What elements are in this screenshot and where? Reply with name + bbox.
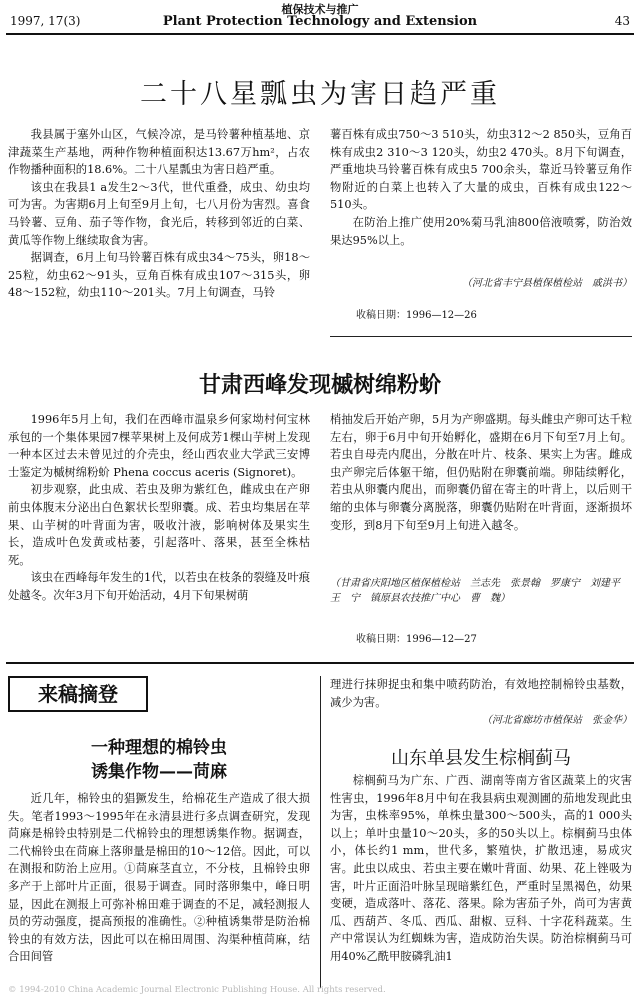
article3-title-line2: 诱集作物——苘麻 — [91, 762, 227, 782]
page-number: 43 — [614, 14, 630, 28]
paragraph: 在防治上推广使用20%菊马乳油800倍液喷雾，防治效果达95%以上。 — [330, 215, 632, 247]
article1-title: 二十八星瓢虫为害日趋严重 — [140, 79, 500, 110]
section-label-box — [8, 676, 148, 712]
page-header — [0, 0, 640, 36]
footer-watermark: © 1994-2010 China Academic Journal Electronic Publishing House. All rights reserved. — [8, 985, 386, 995]
paragraph: 据调查，6月上旬马铃薯百株有成虫34～75头，卵18～25粒，幼虫62～91头，豆角百株有成虫107～315头，卵48～152粒，幼虫110～201头。7月上旬调查，马铃 — [8, 251, 310, 300]
article2-left-column — [8, 411, 310, 605]
paragraph: 该虫在西峰每年发生的1代，以若虫在枝条的裂缝及叶痕处越冬。次年3月下旬开始活动，4月下旬果树萌 — [8, 571, 310, 602]
article3-title-line1: 一种理想的棉铃虫 — [91, 738, 227, 758]
article1-right-column — [330, 126, 632, 249]
article2-right-column — [330, 411, 632, 534]
article3-column — [8, 790, 310, 966]
paragraph: 棕榈蓟马为广东、广西、湖南等南方省区蔬菜上的灾害性害虫，1996年8月中旬在我县病虫观测圃的茄地发现此虫为害，虫株率95%，单株虫量300～500头，高的1 000头以上；单叶虫量10～20头，多的50头以上。棕榈蓟马虫体小，体长约1 mm，世代多，繁殖快，扩散迅速，易成灾害。此虫以成虫、若虫主要在嫩叶背面、幼果、花上锉吸为害，叶片正面沿叶脉呈现暗紫红色，严重时呈黑褐色，幼果变硬，造成落叶、落花、落果。除为害茄子外，尚可为害黄瓜、西葫芦、冬瓜、西瓜、甜椒、豆科、十字花科蔬菜。生产中常误认为红蜘蛛为害，造成防治失误。防治棕榈蓟马可用40%乙酰甲胺磷乳油1 — [330, 774, 632, 963]
paragraph: 该虫在我县1 a发生2～3代，世代重叠，成虫、幼虫均可为害。为害期6月上旬至9月上旬，七八月份为害烈。喜食马铃薯、豆角、茄子等作物，食光后，转移到邻近的白菜、黄瓜等作物上继续取食为害。 — [8, 180, 310, 247]
article4-title: 山东单县发生棕榈蓟马 — [391, 748, 571, 769]
journal-title-cn: 植保技术与推广 — [281, 3, 359, 16]
article1-signature: （河北省丰宁县植保植检站 戚洪书） — [462, 278, 632, 289]
article1-left-column — [8, 126, 310, 302]
article4-column — [330, 772, 632, 966]
article1-received-date: 收稿日期：1996—12—26 — [356, 310, 477, 321]
article2-received-date: 收稿日期：1996—12—27 — [356, 634, 477, 645]
article2-title: 甘肃西峰发现槭树绵粉蚧 — [198, 373, 441, 398]
paragraph: 1996年5月上旬，我们在西峰市温泉乡何家坳村何宝林承包的一个集体果园7棵苹果树上及何成芳1棵山芋树上发现一种本区过去未曾见过的介壳虫，经山西农业大学武三安博士鉴定为槭树绵粉蚧 Phena coccus aceris (Signoret)。 — [8, 413, 310, 479]
journal-title-en: Plant Protection Technology and Extension — [162, 14, 478, 29]
paragraph: 薯百株有成虫750～3 510头，幼虫312～2 850头，豆角百株有成虫2 310～3 120头，幼虫2 470头。8月下旬调查，严重地块马铃薯百株有成虫5 700余头，靠近马铃薯豆角作物附近的白菜上也转入了大量的成虫，百株有成虫122～510头。 — [330, 128, 632, 212]
paragraph: 近几年，棉铃虫的猖獗发生，给棉花生产造成了很大损失。笔者1993～1995年在永清县进行多点调查研究，发现苘麻是棉铃虫特别是二代棉铃虫的理想诱集作物。据调查，二代棉铃虫在苘麻上落卵量是棉田的10～12倍。因此，可以在测报和防治上应用。①苘麻茎直立，不分枝，且棉铃虫卵多产于上部叶片正面，很易于调查。同时落卵集中，峰日明显，因此在测报上可弥补棉田难于调查的不足，减轻测报人员的劳动强度，提高预报的准确性。②种植诱集带是防治棉铃虫的有效方法，因此可以在棉田周围、沟渠种植苘麻，结合田间管 — [8, 792, 310, 964]
volume-issue: 1997, 17(3) — [10, 14, 81, 28]
article3-title — [8, 736, 310, 784]
paragraph: 梢抽发后开始产卵，5月为产卵盛期。每头雌虫产卵可达千粒左右，卵于6月中旬开始孵化，盛期在6月下旬至7月上旬。若虫自母壳内爬出，分散在叶片、枝条、果实上为害。雌成虫产卵完后体躯干缩，但仍贴附在卵囊前端。卵陆续孵化，若虫从卵囊内爬出，而卵囊仍留在寄主的叶背上，以后则干缩的虫体与卵囊分离脱落，卵囊仍贴附在叶背面，逐渐损坏变形，到8月下旬至9月上旬进入越冬。 — [330, 413, 632, 532]
section-divider — [6, 662, 634, 664]
paragraph: 理进行抹卵捉虫和集中喷药防治，有效地控制棉铃虫基数，减少为害。 — [330, 678, 632, 709]
paragraph: 初步观察，此虫成、若虫及卵为紫红色，雌成虫在产卵前虫体腹末分泌出白色絮状长型卵囊。成、若虫均集居在苹果、山芋树的叶背面为害，吸收汁液，影响树体及果实生长，造成叶色发黄或枯萎，引起落叶、落果，甚至全株枯死。 — [8, 483, 310, 567]
article2-signature: （甘肃省庆阳地区植保植检站 兰志先 张景翰 罗康宁 刘建平 王 宁 镇原县农技推广中心 曹 魏） — [330, 578, 630, 604]
header-rule — [6, 33, 634, 35]
article3-signature: （河北省廊坊市植保站 张金华） — [482, 715, 632, 726]
article1-divider — [330, 336, 632, 337]
paragraph: 我县属于塞外山区，气候冷凉，是马铃薯种植基地、京津蔬菜生产基地，两种作物种植面积达13.67万hm²，占农作物播种面积的18.6%。二十八星瓢虫为害日趋严重。 — [8, 128, 310, 177]
article3-continuation — [330, 676, 632, 711]
column-divider — [320, 676, 321, 988]
section-label: 来稿摘登 — [38, 682, 118, 706]
